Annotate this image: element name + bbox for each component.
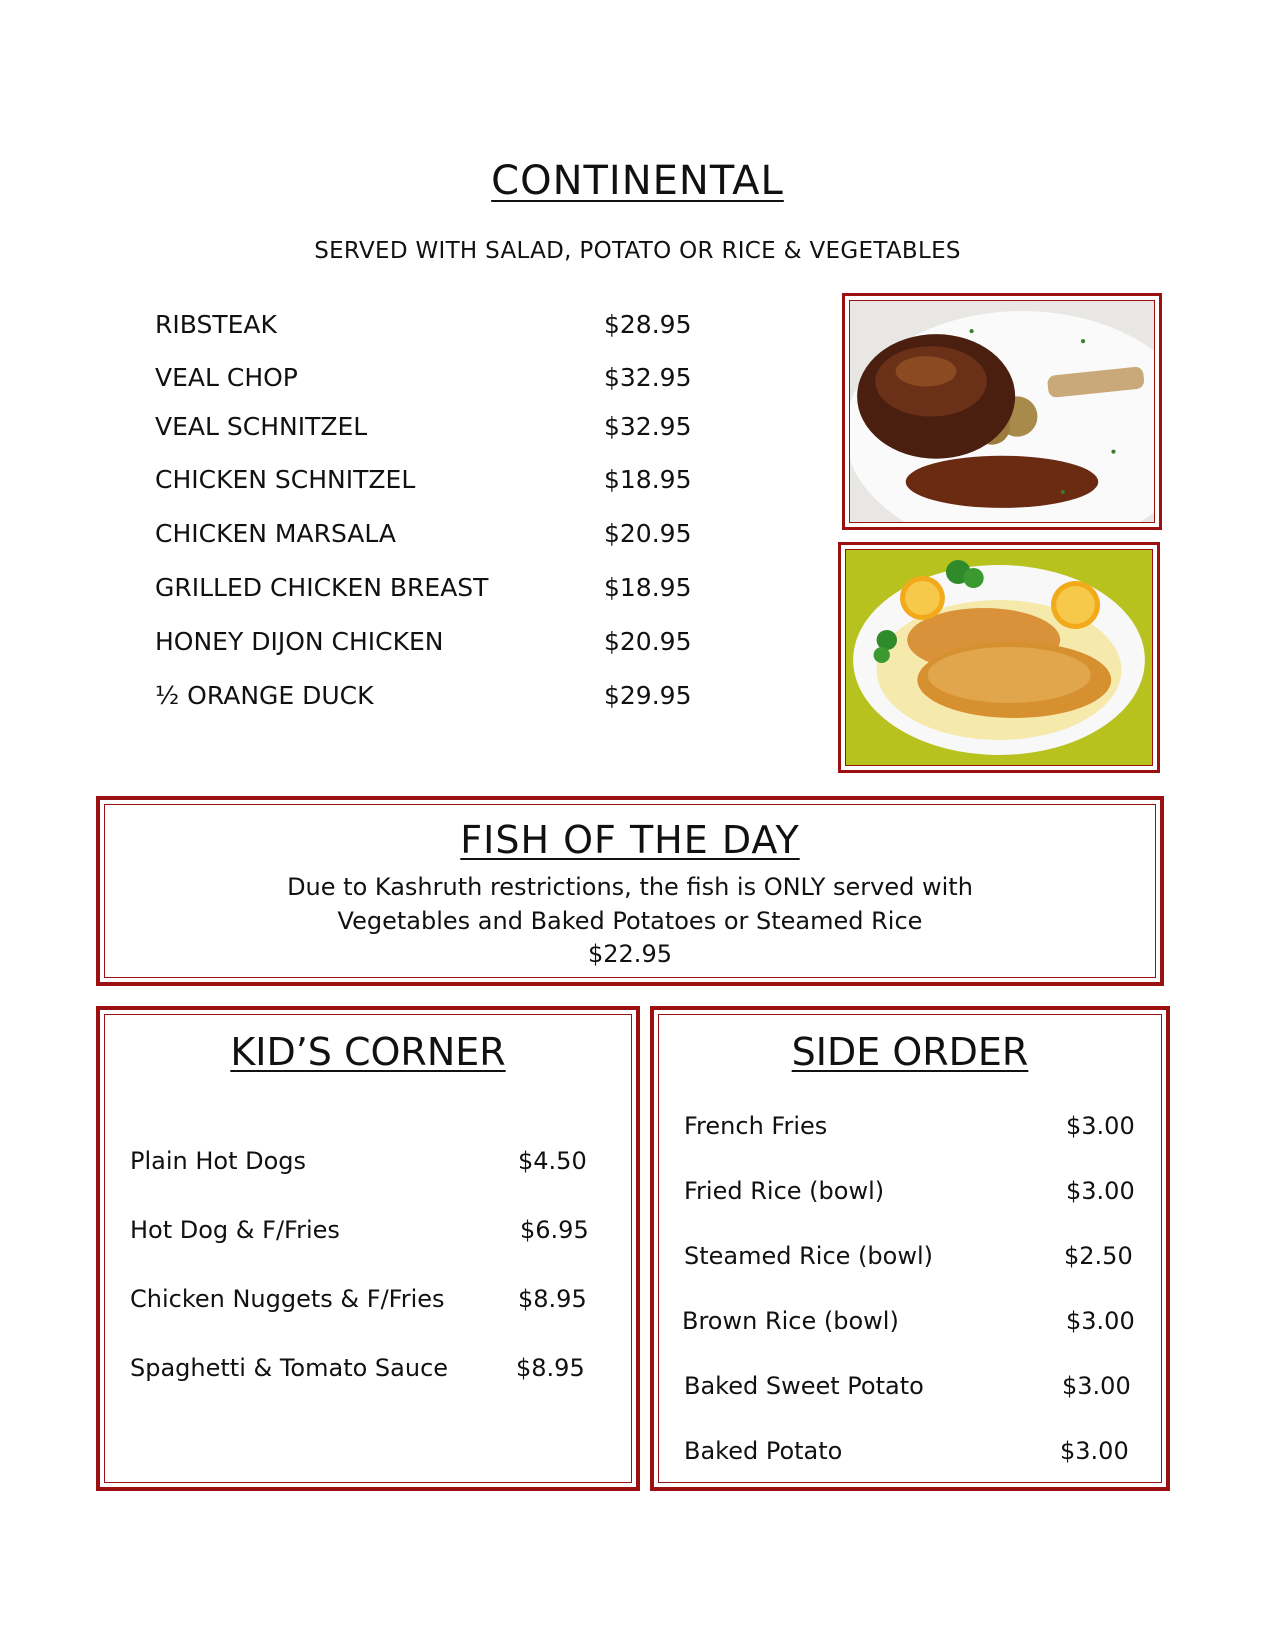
menu-item-price: $18.95 (604, 573, 692, 602)
menu-item-name: RIBSTEAK (155, 310, 277, 339)
menu-item-name: VEAL SCHNITZEL (155, 412, 368, 441)
menu-item-name: ½ ORANGE DUCK (155, 681, 374, 710)
menu-item-price: $28.95 (604, 310, 692, 339)
menu-item-name: CHICKEN SCHNITZEL (155, 465, 416, 494)
side-item-price: $3.00 (1066, 1112, 1135, 1140)
menu-item-name: GRILLED CHICKEN BREAST (155, 573, 489, 602)
menu-item-price: $20.95 (604, 519, 692, 548)
menu-item-name: VEAL CHOP (155, 363, 298, 392)
side-order-box (650, 1006, 1170, 1491)
side-item-name: Fried Rice (bowl) (684, 1177, 885, 1205)
kids-item-name: Chicken Nuggets & F/Fries (130, 1285, 445, 1313)
fish-title: FISH OF THE DAY (460, 818, 800, 862)
continental-title: CONTINENTAL (491, 158, 784, 204)
kids-corner-title: KID’S CORNER (230, 1030, 506, 1074)
side-item-name: French Fries (684, 1112, 828, 1140)
kids-item-price: $8.95 (518, 1285, 587, 1313)
fish-price: $22.95 (588, 940, 672, 968)
fish-description-line-1: Due to Kashruth restrictions, the fish is ONLY served with (287, 873, 973, 901)
menu-item-name: HONEY DIJON CHICKEN (155, 627, 444, 656)
side-item-name: Brown Rice (bowl) (682, 1307, 899, 1335)
side-item-name: Baked Sweet Potato (684, 1372, 924, 1400)
side-item-price: $3.00 (1066, 1177, 1135, 1205)
menu-item-price: $32.95 (604, 412, 692, 441)
menu-item-price: $32.95 (604, 363, 692, 392)
kids-item-name: Spaghetti & Tomato Sauce (130, 1354, 449, 1382)
side-item-name: Baked Potato (684, 1437, 843, 1465)
fish-of-the-day-box (96, 796, 1164, 986)
menu-item-name: CHICKEN MARSALA (155, 519, 397, 548)
menu-item-price: $29.95 (604, 681, 692, 710)
kids-item-price: $4.50 (518, 1147, 587, 1175)
side-item-price: $2.50 (1064, 1242, 1133, 1270)
fish-description-line-2: Vegetables and Baked Potatoes or Steamed Rice (337, 907, 923, 935)
side-item-price: $3.00 (1066, 1307, 1135, 1335)
kids-item-price: $8.95 (516, 1354, 585, 1382)
kids-item-price: $6.95 (520, 1216, 589, 1244)
kids-item-name: Hot Dog & F/Fries (130, 1216, 340, 1244)
side-order-title: SIDE ORDER (791, 1030, 1029, 1074)
menu-item-price: $18.95 (604, 465, 692, 494)
side-item-price: $3.00 (1062, 1372, 1131, 1400)
side-item-price: $3.00 (1060, 1437, 1129, 1465)
kids-item-name: Plain Hot Dogs (130, 1147, 307, 1175)
kids-corner-box (96, 1006, 640, 1491)
side-item-name: Steamed Rice (bowl) (684, 1242, 933, 1270)
schnitzel-photo (838, 542, 1160, 773)
grilled-chop-photo (842, 293, 1162, 530)
continental-subtitle: SERVED WITH SALAD, POTATO OR RICE & VEGETABLES (314, 238, 961, 264)
menu-item-price: $20.95 (604, 627, 692, 656)
